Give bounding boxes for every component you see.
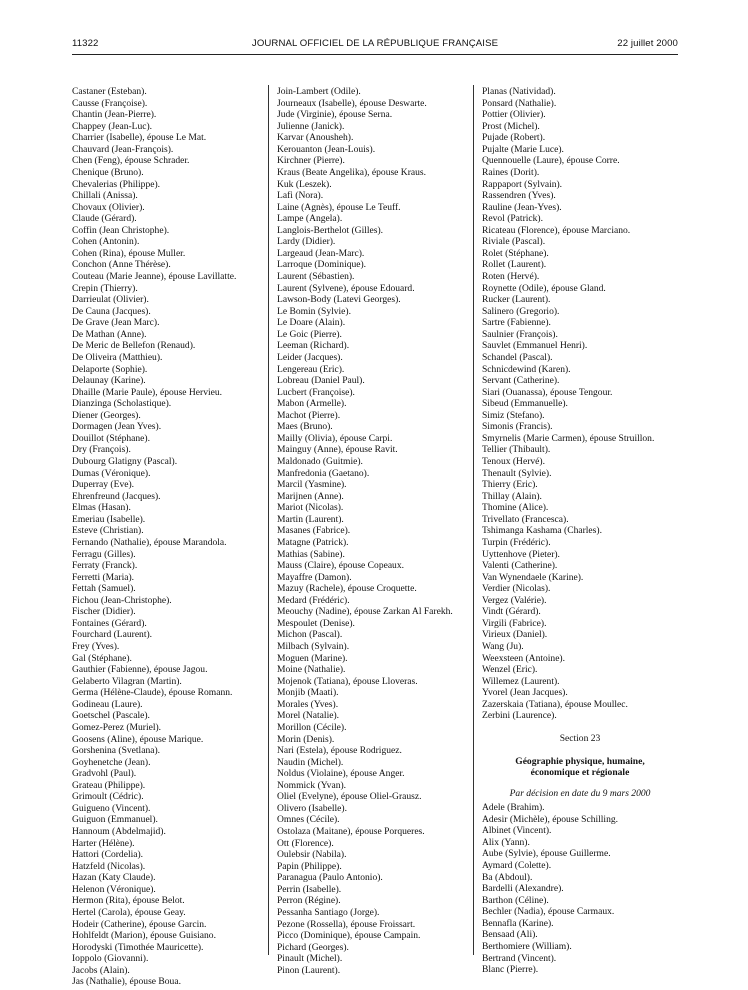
name-entry: Coffin (Jean Christophe). (72, 224, 170, 236)
name-entry: Hazan (Katy Claude). (72, 872, 156, 884)
name-entry: Simonis (Francis). (482, 421, 553, 433)
page-header (72, 38, 678, 52)
name-entry: Castaner (Esteban). (72, 86, 147, 97)
name-entry: Chillali (Anissa). (72, 190, 138, 202)
name-entry: Michon (Pascal). (277, 629, 343, 641)
name-entry: Rappaport (Sylvain). (482, 178, 563, 190)
name-entry: Sartre (Fabienne). (482, 317, 551, 329)
name-entry: Valenti (Catherine). (482, 560, 558, 572)
name-entry: Pichard (Georges). (277, 941, 349, 953)
name-entry: Jas (Nathalie), épouse Boua. (72, 976, 181, 988)
name-entry: Horodyski (Timothée Mauricette). (72, 941, 204, 953)
name-entry: Leeman (Richard). (277, 340, 350, 352)
name-entry: Gauthier (Fabienne), épouse Jagou. (72, 664, 208, 676)
name-entry: Mariot (Nicolas). (277, 502, 344, 514)
name-entry: Tenoux (Hervé). (482, 456, 545, 467)
name-entry: Zerbini (Laurence). (482, 710, 557, 722)
name-entry: Jude (Virginie), épouse Serna. (277, 109, 393, 121)
name-entry: Paranagua (Paulo Antonio). (277, 872, 383, 884)
name-entry: Chen (Feng), épouse Schrader. (72, 155, 190, 167)
name-list-column-2 (277, 86, 473, 976)
name-entry: Adele (Brahim). (482, 802, 545, 814)
name-entry: Kirchner (Pierre). (277, 155, 345, 167)
name-entry: Fettah (Samuel). (72, 583, 136, 595)
name-entry: Willemez (Laurent). (482, 675, 560, 687)
name-entry: Fourchard (Laurent). (72, 629, 153, 641)
name-entry: Milbach (Sylvain). (277, 641, 350, 652)
name-entry: Wang (Ju). (482, 641, 524, 652)
name-entry: Dumas (Véronique). (72, 467, 151, 479)
section-title-line-2: économique et régionale (530, 767, 630, 779)
name-entry: Thillay (Alain). (482, 490, 542, 502)
name-entry: Guiguon (Emmanuel). (72, 814, 158, 826)
name-entry: Goyhenetche (Jean). (72, 756, 151, 768)
name-entry: Papin (Philippe). (277, 860, 342, 872)
name-entry: Hodeir (Catherine), épouse Garcin. (72, 918, 207, 930)
name-entry: Kerouanton (Jean-Louis). (277, 143, 376, 155)
name-entry: Pinon (Laurent). (277, 964, 341, 976)
name-entry: Le Doare (Alain). (277, 317, 346, 329)
name-entry: Frey (Yves). (72, 641, 120, 652)
name-entry: Virieux (Daniel). (482, 629, 548, 641)
name-entry: Matagne (Patrick). (277, 536, 349, 548)
name-entry: Alix (Yann). (482, 836, 530, 848)
name-entry: Machot (Pierre). (277, 409, 341, 421)
name-entry: Bechler (Nadia), épouse Carmaux. (482, 906, 615, 918)
name-entry: Duperray (Eve). (72, 479, 135, 491)
name-entry: Sibeud (Emmanuelle). (482, 398, 568, 410)
name-entry: Yvorel (Jean Jacques). (482, 687, 568, 699)
name-entry: Planas (Natividad). (482, 86, 556, 97)
section-title-line-1: Géographie physique, humaine, (515, 755, 645, 767)
name-entry: Wenzel (Eric). (482, 664, 538, 676)
name-entry: Olivero (Isabelle). (277, 802, 347, 814)
name-entry: Journeaux (Isabelle), épouse Deswarte. (277, 97, 427, 109)
name-entry: Oulebsir (Nabila). (277, 849, 347, 861)
name-entry: Ferragu (Gilles). (72, 548, 136, 560)
name-entry: Turpin (Frédéric). (482, 536, 551, 548)
name-entry: De Cauna (Jacques). (72, 305, 151, 317)
name-entry: Manfredonia (Gaetano). (277, 467, 370, 479)
name-entry: Julienne (Janick). (277, 120, 345, 132)
name-entry: Esteve (Christian). (72, 525, 144, 537)
name-entry: Ponsard (Nathalie). (482, 97, 557, 109)
name-entry: Salinero (Gregorio). (482, 305, 560, 317)
name-entry: Chenique (Bruno). (72, 166, 144, 178)
name-entry: De Meric de Bellefon (Renaud). (72, 340, 196, 352)
name-entry: Le Goic (Pierre). (277, 328, 342, 340)
name-entry: Goosens (Aline), épouse Marique. (72, 733, 204, 745)
name-entry: Claude (Gérard). (72, 213, 137, 225)
name-entry: Lawson-Body (Latevi Georges). (277, 294, 401, 306)
name-entry: Vergez (Valérie). (482, 594, 547, 606)
name-entry: Hattori (Cordelia). (72, 849, 144, 861)
name-entry: Morel (Natalie). (277, 710, 340, 722)
name-entry: Martin (Laurent). (277, 513, 344, 525)
name-entry: Diener (Georges). (72, 409, 141, 421)
name-entry: Roynette (Odile), épouse Gland. (482, 282, 606, 294)
name-entry: Siari (Ouanassa), épouse Tengour. (482, 386, 613, 398)
name-entry: Oliel (Evelyne), épouse Oliel-Grausz. (277, 791, 422, 803)
name-entry: Nari (Estela), épouse Rodriguez. (277, 745, 402, 757)
name-entry: Vindt (Gérard). (482, 606, 541, 618)
name-entry: Chantin (Jean-Pierre). (72, 109, 157, 121)
name-entry: Albinet (Vincent). (482, 825, 552, 837)
name-entry: Omnes (Cécile). (277, 814, 340, 826)
name-entry: Hertel (Carola), épouse Geay. (72, 906, 186, 918)
name-list-column-3-bottom (482, 802, 678, 975)
name-entry: Join-Lambert (Odile). (277, 86, 361, 97)
name-entry: Schandel (Pascal). (482, 351, 553, 363)
name-entry: Gorshenina (Svetlana). (72, 745, 161, 757)
name-entry: Fichou (Jean-Christophe). (72, 594, 172, 606)
name-entry: Morales (Yves). (277, 698, 339, 710)
name-entry: Delaporte (Sophie). (72, 363, 148, 375)
name-entry: Prost (Michel). (482, 120, 540, 132)
name-entry: Chauvard (Jean-François). (72, 143, 174, 155)
name-entry: Raines (Dorit). (482, 166, 540, 178)
section-heading: Section 23 (559, 732, 601, 744)
name-entry: Thomine (Alice). (482, 502, 549, 514)
name-entry: Adesir (Michèle), épouse Schilling. (482, 813, 619, 825)
name-entry: Bardelli (Alexandre). (482, 883, 564, 895)
name-entry: Laurent (Sébastien). (277, 271, 355, 282)
column-divider-left (268, 85, 269, 955)
name-entry: Schnicdewind (Karen). (482, 363, 571, 375)
name-entry: Helenon (Véronique). (72, 883, 156, 895)
name-entry: Marijnen (Anne). (277, 490, 344, 502)
name-entry: Meouchy (Nadine), épouse Zarkan Al Farekh. (277, 606, 453, 618)
name-entry: Roten (Hervé). (482, 271, 540, 282)
name-entry: Mojenok (Tatiana), épouse Lloveras. (277, 675, 418, 687)
name-entry: De Oliveira (Matthieu). (72, 351, 163, 363)
name-entry: Conchon (Anne Thérèse). (72, 259, 171, 271)
name-entry: Hermon (Rita), épouse Belot. (72, 895, 185, 907)
name-entry: Dormagen (Jean Yves). (72, 421, 162, 433)
name-entry: Rucker (Laurent). (482, 294, 551, 306)
name-entry: De Mathan (Anne). (72, 328, 147, 340)
name-entry: Ostolaza (Maitane), épouse Porqueres. (277, 826, 425, 837)
name-entry: Riviale (Pascal). (482, 236, 546, 248)
name-entry: Lampe (Angela). (277, 213, 343, 225)
name-entry: Laurent (Sylvene), épouse Edouard. (277, 282, 415, 294)
name-entry: Charrier (Isabelle), épouse Le Mat. (72, 132, 207, 144)
name-entry: Pinault (Michel). (277, 953, 343, 965)
name-entry: Mathias (Sabine). (277, 548, 345, 560)
name-entry: Cohen (Antonin). (72, 236, 140, 248)
name-entry: Smyrnelis (Marie Carmen), épouse Struillon. (482, 432, 655, 444)
name-entry: Pottier (Olivier). (482, 109, 546, 121)
name-entry: Marcil (Yasmine). (277, 479, 347, 491)
name-entry: Emeriau (Isabelle). (72, 513, 146, 525)
name-entry: Le Bomin (Sylvie). (277, 305, 351, 317)
name-entry: Larroque (Dominique). (277, 259, 367, 271)
issue-date: 22 juillet 2000 (617, 38, 678, 49)
name-entry: Nommick (Yvan). (277, 779, 347, 791)
name-entry: Goetschel (Pascale). (72, 710, 150, 722)
name-entry: Uyttenhove (Pieter). (482, 548, 560, 560)
name-entry: Langlois-Berthelot (Gilles). (277, 224, 384, 236)
name-entry: Berthomiere (William). (482, 940, 572, 952)
name-entry: Delaunay (Karine). (72, 375, 146, 387)
name-entry: Fernando (Nathalie), épouse Marandola. (72, 536, 227, 548)
name-entry: Ehrenfreund (Jacques). (72, 490, 161, 502)
name-entry: Chevalerias (Philippe). (72, 178, 161, 190)
name-list-column-3-top (482, 86, 678, 722)
name-entry: Aymard (Colette). (482, 860, 552, 871)
name-entry: Moine (Nathalie). (277, 664, 346, 676)
name-entry: Tellier (Thibault). (482, 444, 551, 456)
name-entry: Dhaille (Marie Paule), épouse Hervieu. (72, 386, 223, 398)
name-entry: Thierry (Eric). (482, 479, 538, 491)
name-entry: Sauvlet (Emmanuel Henri). (482, 340, 588, 352)
name-entry: Chovaux (Olivier). (72, 201, 145, 213)
name-entry: Dry (François). (72, 444, 131, 456)
name-entry: Causse (Françoise). (72, 97, 148, 109)
name-entry: Mabon (Armelle). (277, 398, 347, 410)
name-entry: Ba (Abdoul). (482, 871, 533, 883)
name-entry: Aube (Sylvie), épouse Guillerme. (482, 848, 611, 860)
name-entry: Cohen (Rina), épouse Muller. (72, 247, 186, 259)
name-entry: Harter (Hélène). (72, 837, 135, 849)
journal-title: JOURNAL OFFICIEL DE LA RÉPUBLIQUE FRANÇAISE (251, 38, 499, 49)
name-entry: Lobreau (Daniel Paul). (277, 375, 365, 387)
name-entry: Perron (Régine). (277, 895, 341, 907)
name-entry: Zazerskaia (Tatiana), épouse Moullec. (482, 698, 628, 710)
name-entry: Leider (Jacques). (277, 351, 343, 363)
name-entry: Laine (Agnès), épouse Le Teuff. (277, 201, 401, 213)
name-entry: Bensaad (Ali). (482, 929, 538, 941)
name-entry: Saulnier (François). (482, 328, 558, 340)
name-entry: Crepin (Thierry). (72, 282, 138, 294)
name-entry: Grateau (Philippe). (72, 779, 146, 791)
name-entry: Masanes (Fabrice). (277, 525, 351, 537)
name-entry: Douillot (Stéphane). (72, 432, 150, 444)
name-entry: Moguen (Marine). (277, 652, 348, 664)
name-entry: Hohlfeldt (Marion), épouse Guisiano. (72, 930, 216, 942)
name-entry: Mespoulet (Denise). (277, 617, 355, 629)
name-entry: Pezone (Rossella), épouse Froissart. (277, 918, 416, 930)
column-divider-right (473, 85, 474, 955)
name-entry: Morin (Denis). (277, 733, 335, 745)
name-entry: Kraus (Beate Angelika), épouse Kraus. (277, 166, 426, 178)
name-entry: Maes (Bruno). (277, 421, 333, 433)
name-entry: Ferraty (Franck). (72, 560, 138, 572)
name-entry: Barthon (Céline). (482, 894, 549, 906)
name-entry: Gradvohl (Paul). (72, 768, 137, 780)
name-entry: Virgili (Fabrice). (482, 617, 547, 629)
name-entry: Mauss (Claire), épouse Copeaux. (277, 560, 404, 572)
name-entry: Morillon (Cécile). (277, 721, 347, 733)
name-entry: Rauline (Jean-Yves). (482, 201, 562, 213)
name-entry: Mazuy (Rachele), épouse Croquette. (277, 583, 417, 595)
name-entry: Dianzinga (Scholastique). (72, 398, 172, 410)
name-entry: Ioppolo (Giovanni). (72, 953, 149, 965)
name-entry: Quennouelle (Laure), épouse Corre. (482, 155, 620, 167)
name-entry: Germa (Hélène-Claude), épouse Romann. (72, 687, 233, 699)
name-entry: Lengereau (Eric). (277, 363, 345, 375)
name-entry: Lucbert (Françoise). (277, 386, 355, 398)
name-entry: De Grave (Jean Marc). (72, 317, 160, 329)
name-entry: Gelaberto Vilagran (Martin). (72, 675, 182, 687)
name-entry: Darrieulat (Olivier). (72, 294, 149, 306)
name-entry: Ott (Florence). (277, 837, 334, 849)
name-entry: Verdier (Nicolas). (482, 583, 551, 595)
name-entry: Servant (Catherine). (482, 375, 560, 387)
name-entry: Hannoum (Abdelmajid). (72, 826, 166, 837)
name-entry: Thenault (Sylvie). (482, 467, 552, 479)
name-entry: Perrin (Isabelle). (277, 883, 342, 895)
name-entry: Rollet (Laurent). (482, 259, 547, 271)
name-entry: Ricateau (Florence), épouse Marciano. (482, 224, 631, 236)
name-entry: Monjib (Maati). (277, 687, 339, 699)
page-number: 11322 (72, 38, 99, 49)
header-rule (72, 54, 678, 55)
name-entry: Lafi (Nora). (277, 190, 324, 202)
name-entry: Maldonado (Guitmie). (277, 456, 363, 467)
name-entry: Couteau (Marie Jeanne), épouse Lavillatte. (72, 271, 237, 282)
name-entry: Naudin (Michel). (277, 756, 344, 768)
name-entry: Bertrand (Vincent). (482, 952, 557, 964)
name-entry: Karvar (Anousheh). (277, 132, 354, 144)
name-entry: Guigueno (Vincent). (72, 802, 151, 814)
section-title (482, 756, 678, 779)
name-entry: Fontaines (Gérard). (72, 617, 147, 629)
name-entry: Revol (Patrick). (482, 213, 543, 225)
name-entry: Trivellato (Francesca). (482, 513, 569, 525)
name-entry: Pessanha Santiago (Jorge). (277, 906, 380, 918)
name-entry: Ferretti (Maria). (72, 571, 135, 583)
name-entry: Grimoult (Cédric). (72, 791, 144, 803)
name-entry: Pujalte (Marie Luce). (482, 143, 564, 155)
name-entry: Blanc (Pierre). (482, 964, 539, 976)
name-entry: Picco (Dominique), épouse Campain. (277, 930, 421, 942)
name-entry: Kuk (Leszek). (277, 178, 332, 190)
name-entry: Mayaffre (Damon). (277, 571, 352, 583)
name-entry: Gal (Stéphane). (72, 652, 132, 664)
name-entry: Pujade (Robert). (482, 132, 546, 144)
name-entry: Mainguy (Anne), épouse Ravit. (277, 444, 398, 456)
name-entry: Godineau (Laure). (72, 698, 143, 710)
name-entry: Simiz (Stefano). (482, 409, 545, 421)
name-entry: Medard (Frédéric). (277, 594, 350, 606)
name-entry: Bennafla (Karine). (482, 917, 554, 929)
name-entry: Gomez-Perez (Muriel). (72, 721, 162, 733)
name-entry: Rassendren (Yves). (482, 190, 556, 202)
name-entry: Tshimanga Kashama (Charles). (482, 525, 602, 537)
decision-line: Par décision en date du 9 mars 2000 (509, 787, 651, 799)
name-entry: Van Wynendaele (Karine). (482, 571, 584, 583)
name-entry: Hatzfeld (Nicolas). (72, 860, 146, 872)
name-entry: Lardy (Didier). (277, 236, 336, 248)
name-entry: Rolet (Stéphane). (482, 247, 549, 259)
name-list-column-3 (482, 86, 678, 976)
name-entry: Weexsteen (Antoine). (482, 652, 565, 664)
name-entry: Elmas (Hasan). (72, 502, 131, 514)
name-entry: Noldus (Violaine), épouse Anger. (277, 768, 405, 780)
name-entry: Fischer (Didier). (72, 606, 136, 618)
name-entry: Mailly (Olivia), épouse Carpi. (277, 432, 393, 444)
name-entry: Largeaud (Jean-Marc). (277, 247, 365, 259)
name-entry: Chappey (Jean-Luc). (72, 120, 153, 132)
name-list-column-1 (72, 86, 268, 988)
name-entry: Jacobs (Alain). (72, 964, 130, 976)
name-entry: Dubourg Glatigny (Pascal). (72, 456, 178, 467)
